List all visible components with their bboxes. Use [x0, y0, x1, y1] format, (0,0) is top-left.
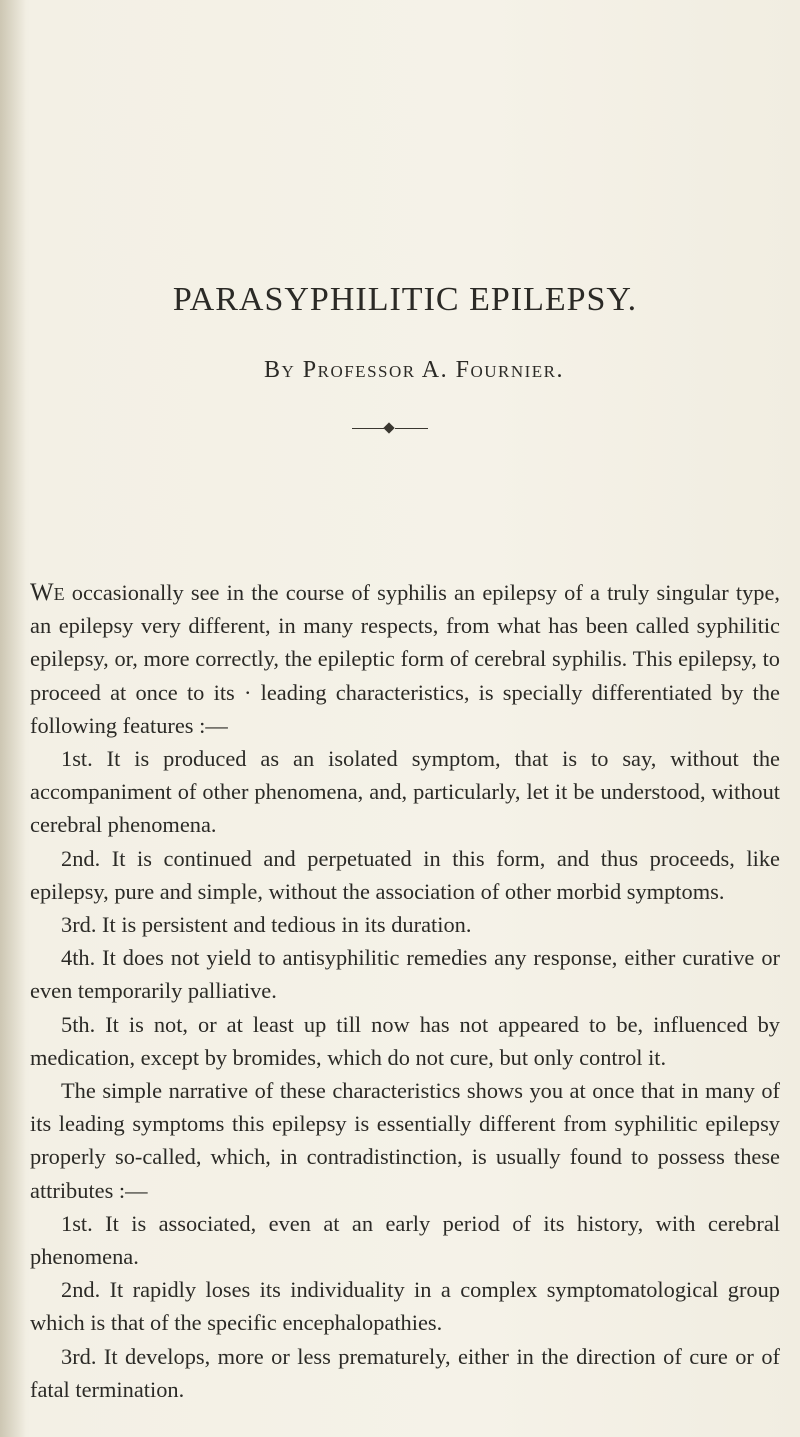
contrast-paragraph: The simple narrative of these characteristics shows you at once that in many of its leading symptoms this epilepsy is essentially different from syphilitic epilepsy properly so-called, which, in contradistinction, is usually found to possess these attributes :—	[30, 1078, 780, 1203]
feature-item-3: 3rd. It is persistent and tedious in its duration.	[61, 912, 472, 938]
page-gutter-shadow	[0, 0, 26, 1437]
feature-item-5: 5th. It is not, or at least up till now has not appeared to be, influenced by medication, except by bromides, which do not cure, but only control it.	[30, 1011, 780, 1070]
diamond-icon	[383, 422, 394, 433]
feature-item-4: 4th. It does not yield to antisyphilitic remedies any response, either curative or even temporarily palliative.	[30, 945, 780, 1004]
feature-item-1: 1st. It is produced as an isolated symptom, that is to say, without the accompaniment of other phenomena, and, particularly, let it be understood, without cerebral phenomena.	[30, 746, 780, 838]
divider-line-left	[352, 428, 384, 429]
ornamental-divider	[352, 423, 428, 435]
intro-paragraph: We occasionally see in the course of syphilis an epilepsy of a truly singular type, an epilepsy very different, in many respects, from what has been called syphilitic epilepsy, or, more correctly, the epileptic form of cerebral syphilis. This epilepsy, to proceed at once to its · leading characteristics, is specially differentiated by the following features :—	[30, 579, 780, 738]
divider-line-right	[395, 428, 428, 429]
article-byline: By Professor A. Fournier.	[263, 357, 565, 383]
article-title: PARASYPHILITIC EPILEPSY.	[172, 281, 638, 318]
article-body	[30, 576, 780, 1406]
feature-item-2: 2nd. It is continued and perpetuated in this form, and thus proceeds, like epilepsy, pure and simple, without the association of other morbid symptoms.	[30, 845, 780, 904]
attribute-item-2: 2nd. It rapidly loses its individuality in a complex symptomatological group which is that of the specific encephalopathies.	[30, 1277, 780, 1336]
opening-word: We	[30, 579, 65, 606]
attribute-item-1: 1st. It is associated, even at an early period of its history, with cerebral phenomena.	[30, 1210, 780, 1270]
attribute-item-3: 3rd. It develops, more or less prematurely, either in the direction of cure or of fatal termination.	[30, 1343, 780, 1402]
